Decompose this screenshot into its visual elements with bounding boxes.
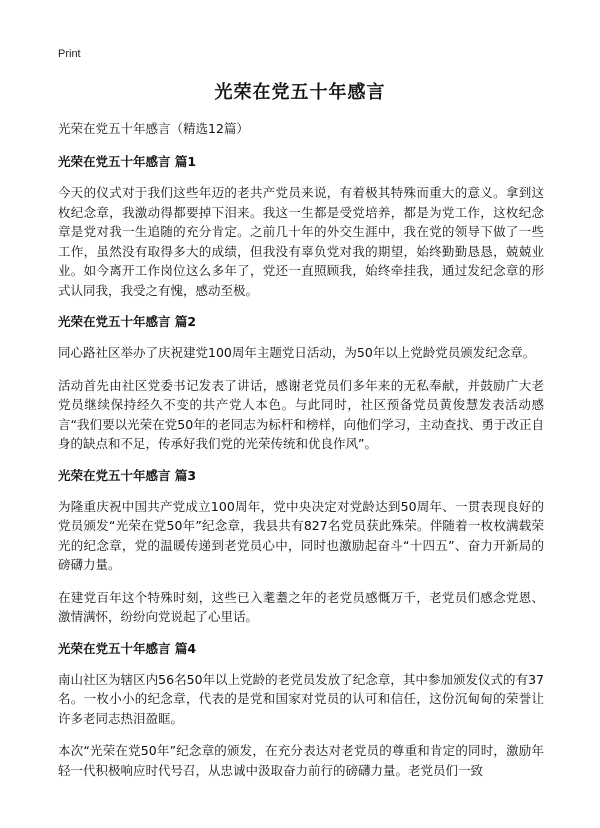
paragraph: 在建党百年这个特殊时刻，这些已入耄耋之年的老党员感慨万千，老党员们感念党恩、激情满怀，纷纷向党说起了心里话。: [58, 589, 544, 624]
section-heading: 光荣在党五十年感言 篇1: [58, 154, 197, 169]
paragraph: 本次“光荣在党50年”纪念章的颁发，在充分表达对老党员的尊重和肯定的同时，激励年轻一代积极响应时代号召，从忠诚中汲取奋力前行的磅礴力量。老党员们一致: [58, 743, 544, 778]
document-title: 光荣在党五十年感言: [214, 82, 386, 103]
section-4: [58, 640, 544, 781]
paragraph: 南山社区为辖区内56名50年以上党龄的老党员发放了纪念章，其中参加颁发仪式的有37名。一枚小小的纪念章，代表的是党和国家对党员的认可和信任，这份沉甸甸的荣誉让许多老同志热泪盈眶。: [58, 671, 544, 726]
print-link[interactable]: Print: [58, 48, 81, 60]
paragraph: 今天的仪式对于我们这些年迈的老共产党员来说，有着极其特殊而重大的意义。拿到这枚纪念章，我激动得都要掉下泪来。我这一生都是受党培养，都是为党工作，这枚纪念章是党对我一生追随的充分肯定。之前几十年的外交生涯中，我在党的领导下做了一些工作，虽然没有取得多大的成绩，但我没有辜负党对我的期望，始终勤勤恳恳，兢兢业业。如今离开工作岗位这么多年了，党还一直照顾我，始终牵挂我，通过发纪念章的形式认同我，我受之有愧，感动至极。: [58, 185, 544, 298]
section-1: [58, 153, 544, 300]
document-body: [58, 120, 544, 793]
section-3: [58, 467, 544, 627]
document-subtitle: 光荣在党五十年感言（精选12篇）: [58, 121, 249, 136]
section-heading: 光荣在党五十年感言 篇3: [58, 467, 197, 483]
paragraph: 活动首先由社区党委书记发表了讲话，感谢老党员们多年来的无私奉献，并鼓励广大老党员继续保持经久不变的共产党人本色。与此同时，社区预备党员黄俊慧发表活动感言“我们要以光荣在党50年的老同志为标杆和榜样，向他们学习，主动查找、勇于改正自身的缺点和不足，传承好我们党的光荣传统和优良作风”。: [58, 377, 544, 451]
section-2: [58, 313, 544, 454]
section-heading: 光荣在党五十年感言 篇4: [58, 640, 197, 656]
paragraph: 同心路社区举办了庆祝建党100周年主题党日活动，为50年以上党龄党员颁发纪念章。: [58, 345, 536, 360]
paragraph: 为隆重庆祝中国共产党成立100周年，党中央决定对党龄达到50周年、一贯表现良好的党员颁发“光荣在党50年”纪念章，我县共有827名党员获此殊荣。伴随着一枚枚满载荣光的纪念章，党的温暖传递到老党员心中，同时也激励起奋斗“十四五”、奋力开新局的磅礴力量。: [58, 498, 544, 572]
section-heading: 光荣在党五十年感言 篇2: [58, 314, 197, 329]
